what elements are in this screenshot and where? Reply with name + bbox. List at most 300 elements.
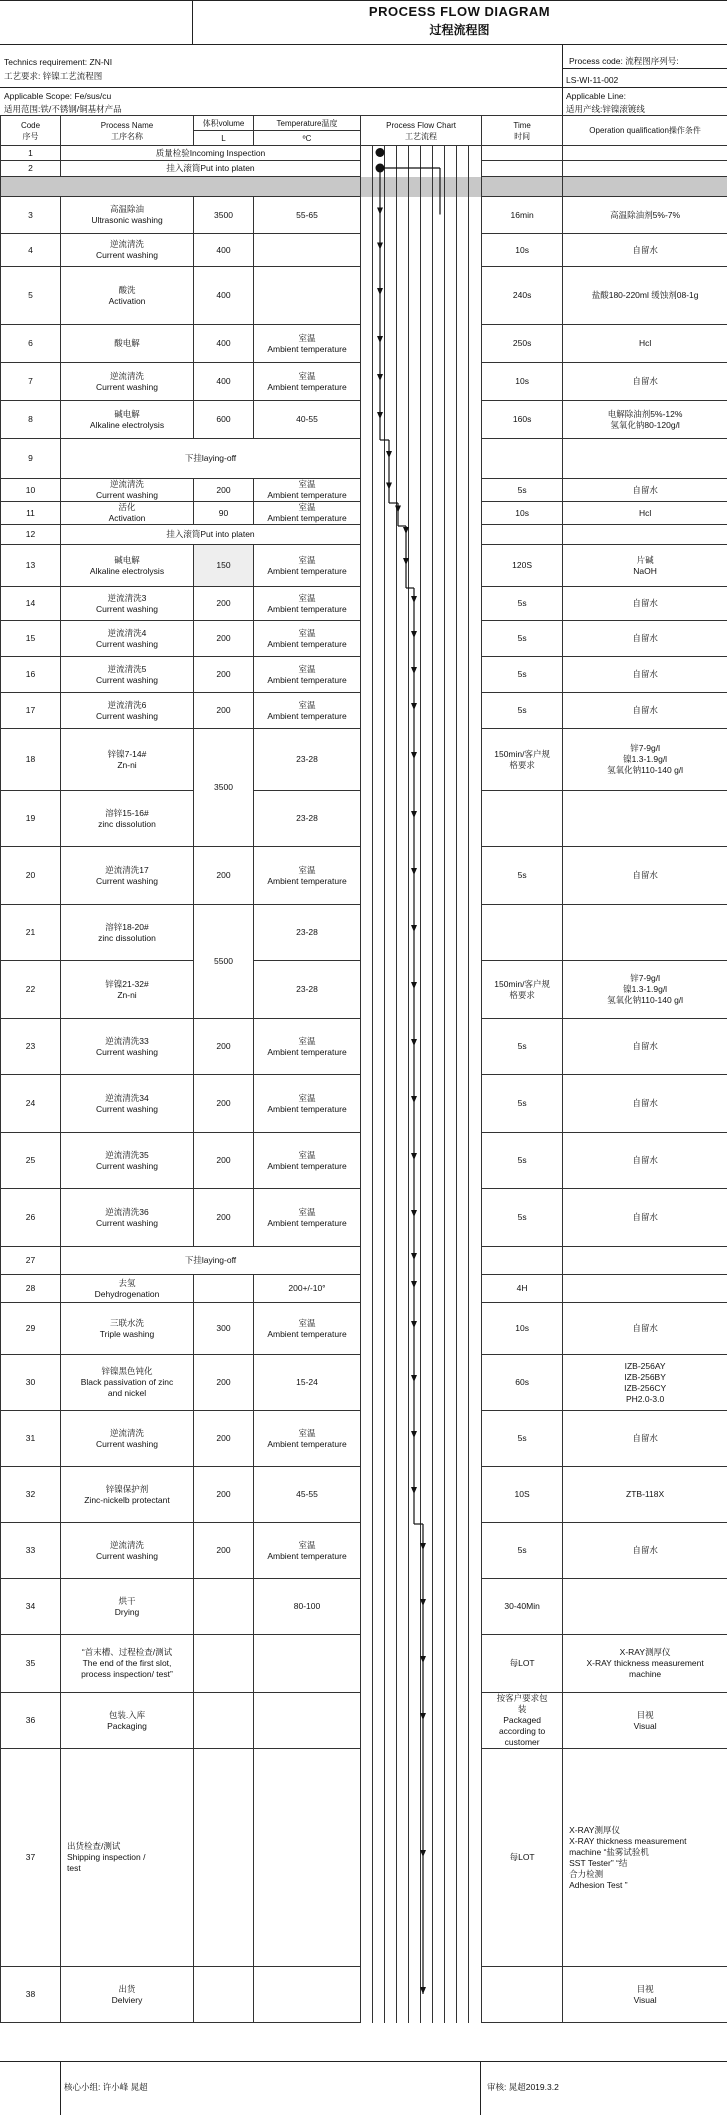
flow-cell	[421, 729, 433, 791]
row-process-name: 逆流清洗 Current washing	[61, 234, 194, 267]
row-span-name: 质量检验Incoming Inspection	[61, 146, 361, 161]
flow-cell	[433, 657, 445, 693]
flow-cell	[409, 325, 421, 363]
flow-cell	[421, 1635, 433, 1693]
flow-cell	[361, 267, 373, 325]
flow-cell	[421, 1967, 433, 2023]
flow-cell	[385, 1355, 397, 1411]
row-volume: 400	[194, 234, 254, 267]
flow-cell	[433, 1467, 445, 1523]
flow-cell	[457, 729, 469, 791]
flow-cell	[385, 1693, 397, 1749]
row-temperature: 室温 Ambient temperature	[254, 545, 361, 587]
flow-cell	[469, 1579, 482, 1635]
flow-cell	[361, 146, 373, 161]
flow-cell	[421, 693, 433, 729]
flow-cell	[385, 234, 397, 267]
flow-cell	[361, 1635, 373, 1693]
flow-cell	[373, 525, 385, 545]
flow-cell	[421, 161, 433, 177]
row-temperature: 室温 Ambient temperature	[254, 657, 361, 693]
flow-cell	[409, 1275, 421, 1303]
flow-cell	[457, 267, 469, 325]
row-temperature: 23-28	[254, 905, 361, 961]
flow-cell	[373, 234, 385, 267]
flow-cell	[409, 146, 421, 161]
flow-cell	[385, 791, 397, 847]
row-code: 2	[1, 161, 61, 177]
row-volume: 300	[194, 1303, 254, 1355]
flow-cell	[409, 545, 421, 587]
row-process-name: 锌镍7-14# Zn-ni	[61, 729, 194, 791]
row-code: 20	[1, 847, 61, 905]
flow-cell	[373, 693, 385, 729]
flow-cell	[409, 1749, 421, 1967]
flow-cell	[445, 439, 457, 479]
flow-cell	[409, 401, 421, 439]
flow-cell	[397, 1355, 409, 1411]
row-process-name: 碱电解 Alkaline electrolysis	[61, 545, 194, 587]
flow-cell	[445, 961, 457, 1019]
flow-cell	[457, 1967, 469, 2023]
row-time: 160s	[482, 401, 563, 439]
flow-cell	[373, 1749, 385, 1967]
flow-cell	[457, 325, 469, 363]
process-row	[1, 1019, 727, 1075]
flow-cell	[373, 401, 385, 439]
process-row	[1, 439, 727, 479]
process-row	[1, 197, 727, 234]
flow-cell	[433, 905, 445, 961]
flow-cell	[421, 234, 433, 267]
row-operation: 锌7-9g/l 镍1.3-1.9g/l 氢氧化钠110-140 g/l	[563, 729, 727, 791]
row-process-name: 逆流清洗36 Current washing	[61, 1189, 194, 1247]
flow-cell	[433, 401, 445, 439]
flow-cell	[421, 905, 433, 961]
row-temperature	[254, 1967, 361, 2023]
flow-cell	[409, 1355, 421, 1411]
flow-cell	[361, 961, 373, 1019]
footer-divider-right	[480, 2061, 481, 2115]
process-row	[1, 1303, 727, 1355]
flow-cell	[409, 729, 421, 791]
row-operation: 自留水	[563, 1075, 727, 1133]
row-temperature	[254, 234, 361, 267]
flow-cell	[397, 693, 409, 729]
row-operation: IZB-256AY IZB-256BY IZB-256CY PH2.0-3.0	[563, 1355, 727, 1411]
row-process-name: 锌镍21-32# Zn-ni	[61, 961, 194, 1019]
flow-cell	[445, 267, 457, 325]
flow-cell	[373, 161, 385, 177]
flow-cell	[361, 1247, 373, 1275]
row-temperature	[254, 1693, 361, 1749]
flow-cell	[397, 961, 409, 1019]
row-process-name: 逆流清洗4 Current washing	[61, 621, 194, 657]
row-process-name: 锌镍黑色钝化 Black passivation of zinc and nickel	[61, 1355, 194, 1411]
flow-cell	[361, 1019, 373, 1075]
row-time: 5s	[482, 1133, 563, 1189]
flow-cell	[457, 234, 469, 267]
flow-cell	[361, 847, 373, 905]
flow-cell	[421, 502, 433, 525]
row-volume	[194, 1635, 254, 1693]
flow-cell	[385, 479, 397, 502]
row-process-name: 逆流清洗35 Current washing	[61, 1133, 194, 1189]
row-temperature: 室温 Ambient temperature	[254, 325, 361, 363]
row-operation: 片碱 NaOH	[563, 545, 727, 587]
flow-cell	[469, 621, 482, 657]
row-volume: 200	[194, 1019, 254, 1075]
row-temperature: 室温 Ambient temperature	[254, 502, 361, 525]
row-process-name: 高温除油 Ultrasonic washing	[61, 197, 194, 234]
row-volume	[194, 1693, 254, 1749]
row-process-name: 溶锌18-20# zinc dissolution	[61, 905, 194, 961]
flow-cell	[469, 1275, 482, 1303]
flow-cell	[373, 325, 385, 363]
flow-cell	[361, 1749, 373, 1967]
flow-cell	[397, 1635, 409, 1693]
row-operation	[563, 905, 727, 961]
row-process-name: 逆流清洗3 Current washing	[61, 587, 194, 621]
row-operation: Hcl	[563, 502, 727, 525]
flow-cell	[361, 1133, 373, 1189]
flow-cell	[373, 363, 385, 401]
flow-cell	[469, 1467, 482, 1523]
flow-cell	[445, 729, 457, 791]
flow-cell	[469, 1019, 482, 1075]
flow-cell	[361, 657, 373, 693]
row-code: 24	[1, 1075, 61, 1133]
flow-cell	[469, 234, 482, 267]
row-code: 5	[1, 267, 61, 325]
flow-cell	[457, 587, 469, 621]
process-row	[1, 1467, 727, 1523]
flow-cell	[457, 1075, 469, 1133]
flow-cell	[433, 525, 445, 545]
flow-cell	[385, 146, 397, 161]
flow-cell	[457, 177, 469, 197]
flow-cell	[397, 146, 409, 161]
flow-cell	[409, 905, 421, 961]
process-code-label: Process code: 流程图序列号:	[569, 56, 679, 66]
row-time: 150min/客户规 格要求	[482, 729, 563, 791]
flow-cell	[397, 1189, 409, 1247]
footer	[0, 2061, 727, 2115]
flow-cell	[445, 197, 457, 234]
row-process-name: 逆流清洗 Current washing	[61, 479, 194, 502]
row-time: 150min/客户规 格要求	[482, 961, 563, 1019]
row-time: 5s	[482, 587, 563, 621]
flow-cell	[469, 401, 482, 439]
flow-cell	[373, 479, 385, 502]
flow-cell	[445, 1189, 457, 1247]
flow-cell	[421, 1411, 433, 1467]
flow-cell	[421, 1467, 433, 1523]
flow-cell	[397, 325, 409, 363]
flow-cell	[469, 161, 482, 177]
rule-top	[0, 0, 727, 1]
row-code: 31	[1, 1411, 61, 1467]
flow-cell	[421, 479, 433, 502]
row-operation	[563, 146, 727, 161]
flow-cell	[457, 961, 469, 1019]
col-volume: 体积volume	[194, 116, 254, 131]
flow-cell	[397, 905, 409, 961]
flow-cell	[373, 267, 385, 325]
flow-cell	[361, 401, 373, 439]
flow-cell	[457, 545, 469, 587]
flow-cell	[433, 621, 445, 657]
flow-cell	[361, 1579, 373, 1635]
flow-cell	[433, 363, 445, 401]
flow-cell	[385, 267, 397, 325]
flow-cell	[397, 1523, 409, 1579]
flow-cell	[433, 791, 445, 847]
technics-requirement-cn: 工艺要求: 锌镍工艺流程图	[4, 71, 103, 81]
flow-cell	[421, 961, 433, 1019]
row-time: 5s	[482, 621, 563, 657]
rule-req-bottom	[0, 87, 727, 88]
row-time: 240s	[482, 267, 563, 325]
row-process-name: 逆流清洗33 Current washing	[61, 1019, 194, 1075]
flow-cell	[421, 1019, 433, 1075]
process-row	[1, 234, 727, 267]
flow-cell	[445, 1303, 457, 1355]
row-operation: 自留水	[563, 1133, 727, 1189]
row-span-name: 挂入滚筒Put into platen	[61, 161, 361, 177]
flow-cell	[421, 267, 433, 325]
flow-cell	[457, 905, 469, 961]
row-code: 26	[1, 1189, 61, 1247]
row-code: 18	[1, 729, 61, 791]
flow-cell	[397, 525, 409, 545]
flow-cell	[361, 1523, 373, 1579]
flow-cell	[469, 1189, 482, 1247]
flow-cell	[457, 657, 469, 693]
flow-cell	[409, 587, 421, 621]
flow-cell	[385, 1275, 397, 1303]
flow-cell	[397, 847, 409, 905]
row-volume: 600	[194, 401, 254, 439]
flow-cell	[385, 525, 397, 545]
flow-cell	[361, 621, 373, 657]
flow-cell	[469, 325, 482, 363]
flow-cell	[421, 1247, 433, 1275]
row-temperature: 室温 Ambient temperature	[254, 1303, 361, 1355]
flow-cell	[469, 502, 482, 525]
flow-cell	[445, 325, 457, 363]
row-code: 37	[1, 1749, 61, 1967]
flow-cell	[445, 791, 457, 847]
flow-cell	[457, 693, 469, 729]
flow-cell	[469, 1133, 482, 1189]
flow-cell	[433, 1075, 445, 1133]
flow-cell	[457, 1303, 469, 1355]
row-time: 250s	[482, 325, 563, 363]
flow-cell	[385, 1247, 397, 1275]
row-code: 32	[1, 1467, 61, 1523]
flow-cell	[445, 177, 457, 197]
row-volume: 400	[194, 325, 254, 363]
flow-cell	[433, 587, 445, 621]
flow-cell	[433, 479, 445, 502]
row-operation: 盐酸180-220ml 缓蚀剂08-1g	[563, 267, 727, 325]
flow-cell	[421, 587, 433, 621]
row-time: 10s	[482, 363, 563, 401]
flow-cell	[361, 177, 373, 197]
flow-cell	[373, 961, 385, 1019]
flow-cell	[397, 1411, 409, 1467]
flow-cell	[385, 502, 397, 525]
row-code: 15	[1, 621, 61, 657]
row-process-name: 逆流清洗 Current washing	[61, 1523, 194, 1579]
col-flow: Process Flow Chart 工艺流程	[361, 116, 482, 146]
flow-cell	[409, 1411, 421, 1467]
row-span-name: 挂入滚筒Put into platen	[61, 525, 361, 545]
flow-cell	[385, 401, 397, 439]
flow-cell	[457, 401, 469, 439]
flow-cell	[469, 1355, 482, 1411]
flow-cell	[409, 177, 421, 197]
row-code: 16	[1, 657, 61, 693]
flow-cell	[457, 1355, 469, 1411]
row-code: 3	[1, 197, 61, 234]
flow-cell	[421, 1693, 433, 1749]
flow-cell	[361, 1693, 373, 1749]
process-row	[1, 479, 727, 502]
row-code: 6	[1, 325, 61, 363]
row-operation: 目视 Visual	[563, 1693, 727, 1749]
title-en: PROCESS FLOW DIAGRAM	[368, 4, 551, 19]
row-time: 120S	[482, 545, 563, 587]
flow-cell	[469, 267, 482, 325]
flow-cell	[361, 1189, 373, 1247]
flow-cell	[409, 1189, 421, 1247]
flow-cell	[373, 1189, 385, 1247]
row-process-name: 活化 Activation	[61, 502, 194, 525]
row-code: 7	[1, 363, 61, 401]
flow-cell	[397, 234, 409, 267]
col-temp-unit: ºC	[254, 131, 361, 146]
process-row	[1, 363, 727, 401]
flow-cell	[421, 847, 433, 905]
process-row	[1, 1355, 727, 1411]
flow-cell	[421, 439, 433, 479]
row-code: 13	[1, 545, 61, 587]
flow-cell	[433, 1411, 445, 1467]
row-time	[482, 525, 563, 545]
flow-cell	[433, 1247, 445, 1275]
flow-cell	[373, 621, 385, 657]
flow-cell	[385, 1411, 397, 1467]
flow-cell	[397, 729, 409, 791]
row-volume: 200	[194, 1189, 254, 1247]
row-process-name: 逆流清洗5 Current washing	[61, 657, 194, 693]
flow-cell	[445, 1693, 457, 1749]
flow-cell	[433, 961, 445, 1019]
flow-cell	[373, 657, 385, 693]
flow-cell	[397, 1749, 409, 1967]
flow-cell	[361, 197, 373, 234]
row-volume: 200	[194, 1133, 254, 1189]
process-row	[1, 1189, 727, 1247]
row-time: 按客户要求包 装 Packaged according to customer	[482, 1693, 563, 1749]
row-volume: 200	[194, 1411, 254, 1467]
gray-cell	[1, 177, 361, 197]
row-operation	[563, 1275, 727, 1303]
process-row	[1, 545, 727, 587]
row-operation: 自留水	[563, 479, 727, 502]
flow-cell	[361, 234, 373, 267]
row-code: 36	[1, 1693, 61, 1749]
flow-cell	[385, 961, 397, 1019]
row-code: 19	[1, 791, 61, 847]
flow-cell	[421, 197, 433, 234]
row-temperature: 室温 Ambient temperature	[254, 1411, 361, 1467]
process-row	[1, 146, 727, 161]
row-process-name: 出货 Delviery	[61, 1967, 194, 2023]
row-volume	[194, 1749, 254, 1967]
row-operation: 自留水	[563, 1303, 727, 1355]
flow-cell	[445, 1355, 457, 1411]
flow-cell	[361, 905, 373, 961]
flow-cell	[445, 502, 457, 525]
row-temperature: 室温 Ambient temperature	[254, 1019, 361, 1075]
flow-cell	[433, 847, 445, 905]
flow-cell	[361, 1467, 373, 1523]
flow-cell	[457, 621, 469, 657]
row-temperature: 23-28	[254, 729, 361, 791]
flow-cell	[361, 693, 373, 729]
flow-cell	[445, 525, 457, 545]
row-process-name: 逆流清洗 Current washing	[61, 363, 194, 401]
flow-cell	[361, 502, 373, 525]
process-row	[1, 1579, 727, 1635]
row-code: 10	[1, 479, 61, 502]
row-time: 10s	[482, 502, 563, 525]
flow-cell	[445, 401, 457, 439]
flow-cell	[385, 1579, 397, 1635]
flow-cell	[445, 1275, 457, 1303]
flow-cell	[397, 587, 409, 621]
row-volume	[194, 1579, 254, 1635]
flow-cell	[397, 177, 409, 197]
flow-cell	[361, 479, 373, 502]
applicable-scope: Applicable Scope: Fe/sus/cu	[4, 91, 112, 101]
row-time: 5s	[482, 693, 563, 729]
flow-cell	[385, 621, 397, 657]
flow-cell	[361, 1275, 373, 1303]
flow-cell	[373, 545, 385, 587]
flow-cell	[457, 161, 469, 177]
flow-cell	[373, 1247, 385, 1275]
flow-cell	[385, 1133, 397, 1189]
row-operation	[563, 1579, 727, 1635]
flow-cell	[361, 363, 373, 401]
title-cn: 过程流程图	[429, 23, 490, 37]
row-operation	[563, 439, 727, 479]
flow-cell	[421, 545, 433, 587]
flow-cell	[469, 197, 482, 234]
row-temperature: 200+/-10°	[254, 1275, 361, 1303]
flow-cell	[445, 1579, 457, 1635]
row-time: 4H	[482, 1275, 563, 1303]
row-temperature: 室温 Ambient temperature	[254, 479, 361, 502]
flow-cell	[373, 146, 385, 161]
flow-cell	[433, 1133, 445, 1189]
gray-cell	[482, 177, 563, 197]
row-process-name: 碱电解 Alkaline electrolysis	[61, 401, 194, 439]
